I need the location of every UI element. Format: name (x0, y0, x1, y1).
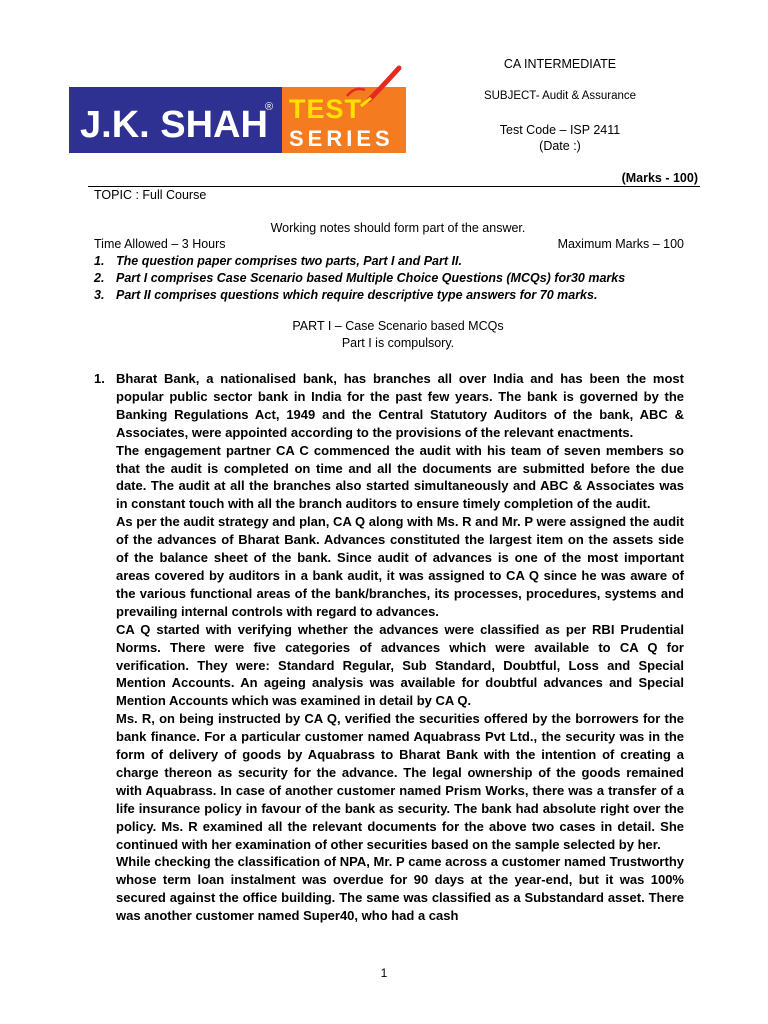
time-allowed: Time Allowed – 3 Hours (94, 237, 226, 251)
page-number: 1 (380, 966, 388, 980)
question-paragraph: Bharat Bank, a nationalised bank, has branches all over India and has been the most popular public sector bank in India for the past few years. The bank is governed by the Banking Regulations Act, 1949 and the Central Statutory Auditors of the bank, ABC & Associates, were appointed according to the provisions of the relevant enactments. (116, 371, 684, 440)
question-paragraph: CA Q started with verifying whether the advances were classified as per RBI Prudential Norms. There were five categories of advances which were available to CA Q for verification. They were: Standard Regular, Sub Standard, Doubtful, Loss and Special Mention Accounts. An ageing analysis was available for doubtful advances and Special Mention Accounts which was examined in detail by CA Q. (116, 621, 684, 709)
instruction-text: Part I comprises Case Scenario based Multiple Choice Questions (MCQs) for30 marks (116, 271, 626, 285)
total-marks: (Marks - 100) (621, 171, 698, 185)
instruction-text: Part II comprises questions which require descriptive type answers for 70 marks. (116, 288, 598, 302)
maximum-marks: Maximum Marks – 100 (557, 237, 684, 251)
subject-line: SUBJECT- Audit & Assurance (483, 90, 637, 102)
test-date: (Date :) (539, 139, 581, 153)
question-body (116, 370, 684, 925)
topic-line: TOPIC : Full Course (94, 188, 207, 202)
question-paragraph: While checking the classification of NPA, Mr. P came across a customer named Trustworthy whose term loan instalment was overdue for 90 days at the year-end, but it was 100% secured against the office building. The same was classified as a Substandard asset. There was another customer named Super40, who had a cash (116, 854, 684, 924)
question-paragraph: Ms. R, on being instructed by CA Q, verified the securities offered by the borrowers for the bank finance. For a particular customer named Aquabrass Pvt Ltd., the security was in the form of delivery of goods by Aquabrass to Bharat Bank with the intention of creating a charge thereon as security for the advance. The legal ownership of the goods remained with Aquabrass. In case of another customer named Prism Works, there was a transfer of a life insurance policy in favour of the bank as security. The bank had absolute right over the policy. Ms. R examined all the relevant documents for the above two cases in detail. She continued with her examination of other securities based on the sample selected by her. (116, 711, 684, 852)
instruction-number: 2. (94, 271, 105, 285)
question-paragraph: The engagement partner CA C commenced the audit with his team of seven members so that the audit is completed on time and all the documents are submitted before the due date. The audit at all the branches also started simultaneously and ABC & Associates was in constant touch with all the branch auditors to ensure timely completion of the audit. (116, 442, 684, 512)
question-paragraph: As per the audit strategy and plan, CA Q along with Ms. R and Mr. P were assigned the audit of the advances of Bharat Bank. Advances constituted the largest item on the assets side of the balance sheet of the bank. Since audit of advances is one of the most important areas covered by auditors in a bank audit, it was assigned to CA Q since he was aware of the various functional areas of the bank/branches, its processes, procedures, systems and prevailing internal controls with regard to advances. (116, 514, 684, 619)
instruction-text: The question paper comprises two parts, Part I and Part II. (116, 254, 462, 268)
part1-title: PART I – Case Scenario based MCQs (292, 319, 504, 333)
logo-graphic (69, 60, 406, 154)
instruction-number: 1. (94, 254, 105, 268)
logo-registered-mark: ® (265, 101, 274, 113)
instructions-list (94, 253, 625, 304)
working-notes-instruction: Working notes should form part of the answer. (270, 221, 526, 235)
instruction-item (94, 253, 625, 270)
instruction-item (94, 287, 625, 304)
header-divider (88, 186, 700, 187)
jk-shah-test-series-logo (69, 60, 406, 154)
question-1 (94, 370, 684, 925)
logo-series-text: SERIES (289, 126, 394, 151)
test-code: Test Code – ISP 2411 (499, 123, 621, 137)
logo-brand-text: J.K. SHAH (80, 104, 268, 146)
instruction-item (94, 270, 625, 287)
course-title: CA INTERMEDIATE (503, 57, 617, 71)
question-number: 1. (94, 371, 105, 386)
part1-subtitle: Part I is compulsory. (341, 336, 455, 350)
logo-test-text: TEST (289, 94, 363, 124)
instruction-number: 3. (94, 288, 105, 302)
